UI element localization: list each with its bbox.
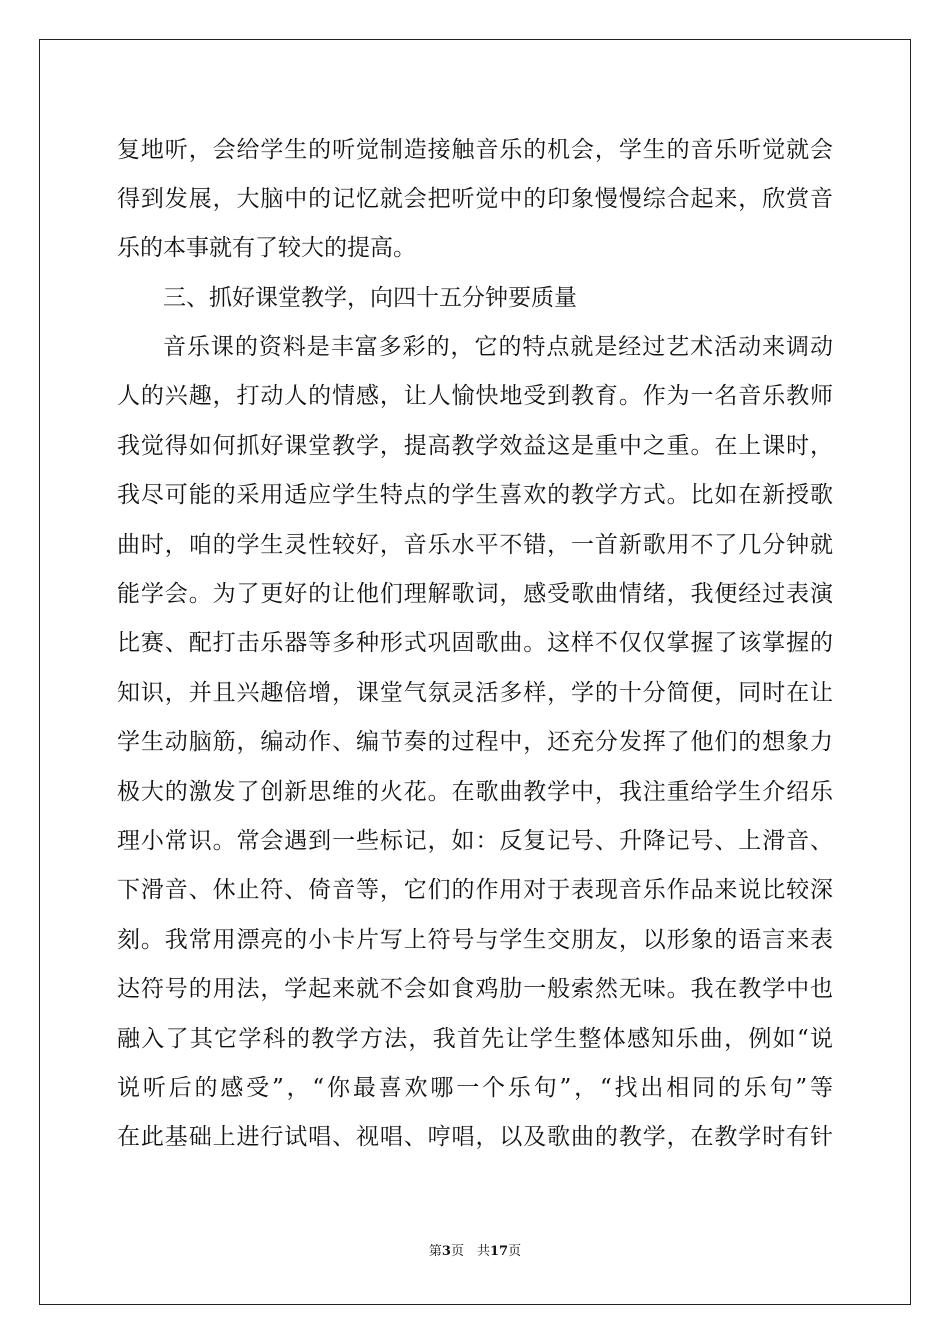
text-line-2: 得到发展，大脑中的记忆就会把听觉中的印象慢慢综合起来，欣赏音 — [117, 186, 833, 212]
footer-suffix: 页 — [508, 1244, 522, 1259]
text-line-21: 在此基础上进行试唱、视唱、哼唱，以及歌曲的教学，在教学时有针 — [117, 1124, 833, 1150]
text-line-7: 我觉得如何抓好课堂教学，提高教学效益这是重中之重。在上课时， — [117, 433, 833, 459]
text-line-8: 我尽可能的采用适应学生特点的学生喜欢的教学方式。比如在新授歌 — [117, 482, 833, 508]
footer-prefix: 第 — [428, 1244, 442, 1259]
text-line-11: 比赛、配打击乐器等多种形式巩固歌曲。这样不仅仅掌握了该掌握的 — [117, 630, 833, 656]
text-line-15: 理小常识。常会遇到一些标记，如：反复记号、升降记号、上滑音、 — [117, 828, 833, 854]
text-line-6: 人的兴趣，打动人的情感，让人愉快地受到教育。作为一名音乐教师 — [117, 383, 833, 409]
text-line-3: 乐的本事就有了较大的提高。 — [117, 235, 416, 261]
text-line-14: 极大的激发了创新思维的火花。在歌曲教学中，我注重给学生介绍乐 — [117, 779, 833, 805]
text-line-1: 复地听，会给学生的听觉制造接触音乐的机会，学生的音乐听觉就会 — [117, 137, 833, 163]
text-line-5: 音乐课的资料是丰富多彩的，它的特点就是经过艺术活动来调动 — [163, 334, 833, 360]
text-line-16: 下滑音、休止符、倚音等，它们的作用对于表现音乐作品来说比较深 — [117, 877, 833, 903]
text-line-20: 说听后的感受”，“你最喜欢哪一个乐句”，“找出相同的乐句”等 — [117, 1075, 833, 1101]
text-line-12: 知识，并且兴趣倍增，课堂气氛灵活多样，学的十分简便，同时在让 — [117, 680, 833, 706]
section-heading: 三、抓好课堂教学，向四十五分钟要质量 — [163, 285, 577, 311]
page-border — [39, 39, 911, 1305]
text-line-10: 能学会。为了更好的让他们理解歌词，感受歌曲情绪，我便经过表演 — [117, 581, 833, 607]
total-page-count: 17 — [489, 1244, 509, 1259]
footer-middle: 页 共 — [450, 1244, 490, 1259]
page-footer — [0, 1240, 950, 1259]
current-page-number: 3 — [441, 1244, 451, 1259]
text-line-18: 达符号的用法，学起来就不会如食鸡肋一般索然无味。我在教学中也 — [117, 976, 833, 1002]
text-line-19: 融入了其它学科的教学方法，我首先让学生整体感知乐曲，例如“说 — [117, 1026, 833, 1052]
text-line-13: 学生动脑筋，编动作、编节奏的过程中，还充分发挥了他们的想象力 — [117, 729, 833, 755]
text-line-9: 曲时，咱的学生灵性较好，音乐水平不错，一首新歌用不了几分钟就 — [117, 532, 833, 558]
text-line-17: 刻。我常用漂亮的小卡片写上符号与学生交朋友，以形象的语言来表 — [117, 927, 833, 953]
